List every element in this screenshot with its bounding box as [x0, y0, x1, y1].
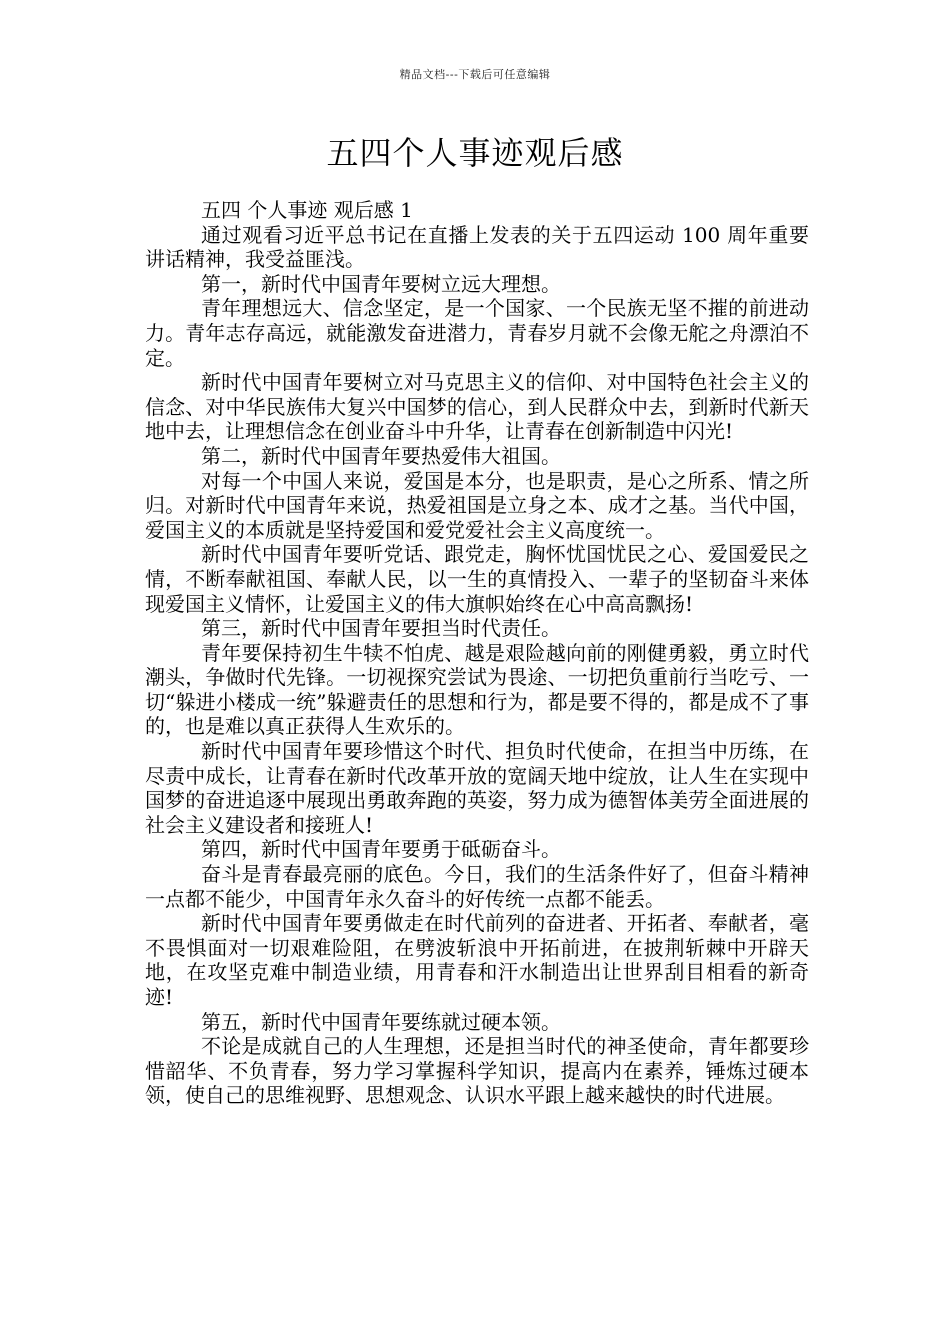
- document-body: [145, 198, 809, 1108]
- page-header-note: 精品文档---下载后可任意编辑: [399, 68, 551, 81]
- paragraph: 不论是成就自己的人生理想，还是担当时代的神圣使命，青年都要珍惜韶华、不负青春，努力学习掌握科学知识，提高内在素养，锤炼过硬本领，使自己的思维视野、思想观念、认识水平跟上越来越快的时代进展。: [145, 1034, 809, 1108]
- section-heading-2: 第二，新时代中国青年要热爱伟大祖国。: [201, 443, 561, 468]
- paragraph-subtitle: 五四 个人事迹 观后感 1: [201, 198, 413, 222]
- section-heading-5: 第五，新时代中国青年要练就过硬本领。: [201, 1009, 561, 1034]
- section-heading-4: 第四，新时代中国青年要勇于砥砺奋斗。: [201, 837, 561, 862]
- paragraph: 青年理想远大、信念坚定，是一个国家、一个民族无坚不摧的前进动力。青年志存高远，就能激发奋进潜力，青春岁月就不会像无舵之舟漂泊不定。: [145, 296, 809, 370]
- paragraph: 新时代中国青年要树立对马克思主义的信仰、对中国特色社会主义的信念、对中华民族伟大复兴中国梦的信心，到人民群众中去，到新时代新天地中去，让理想信念在创业奋斗中升华，让青春在创新制造中闪光!: [145, 370, 809, 444]
- paragraph: 青年要保持初生牛犊不怕虎、越是艰险越向前的刚健勇毅，勇立时代潮头，争做时代先锋。一切视探究尝试为畏途、一切把负重前行当吃亏、一切“躲进小楼成一统”躲避责任的思想和行为，都是要不得的，都是成不了事的，也是难以真正获得人生欢乐的。: [145, 640, 809, 739]
- paragraph: 新时代中国青年要勇做走在时代前列的奋进者、开拓者、奉献者，毫不畏惧面对一切艰难险阻，在劈波斩浪中开拓前进，在披荆斩棘中开辟天地，在攻坚克难中制造业绩，用青春和汗水制造出让世界刮目相看的新奇迹!: [145, 911, 809, 1009]
- paragraph: 通过观看习近平总书记在直播上发表的关于五四运动 100 周年重要讲话精神，我受益匪浅。: [145, 222, 809, 272]
- section-heading-1: 第一，新时代中国青年要树立远大理想。: [201, 271, 561, 296]
- document-title: 五四个人事迹观后感: [326, 134, 624, 172]
- paragraph: 新时代中国青年要听党话、跟党走，胸怀忧国忧民之心、爱国爱民之情，不断奉献祖国、奉献人民，以一生的真情投入、一辈子的坚韧奋斗来体现爱国主义情怀，让爱国主义的伟大旗帜始终在心中高高飘扬!: [145, 542, 809, 616]
- paragraph: 新时代中国青年要珍惜这个时代、担负时代使命，在担当中历练，在尽责中成长，让青春在新时代改革开放的宽阔天地中绽放，让人生在实现中国梦的奋进追逐中展现出勇敢奔跑的英姿，努力成为德智体美劳全面进展的社会主义建设者和接班人!: [145, 739, 809, 837]
- paragraph: 对每一个中国人来说，爱国是本分，也是职责，是心之所系、情之所归。对新时代中国青年来说，热爱祖国是立身之本、成才之基。当代中国，爱国主义的本质就是坚持爱国和爱党爱社会主义高度统一。: [145, 468, 809, 542]
- paragraph: 奋斗是青春最亮丽的底色。今日，我们的生活条件好了，但奋斗精神一点都不能少，中国青年永久奋斗的好传统一点都不能丢。: [145, 862, 809, 911]
- section-heading-3: 第三，新时代中国青年要担当时代责任。: [201, 616, 561, 641]
